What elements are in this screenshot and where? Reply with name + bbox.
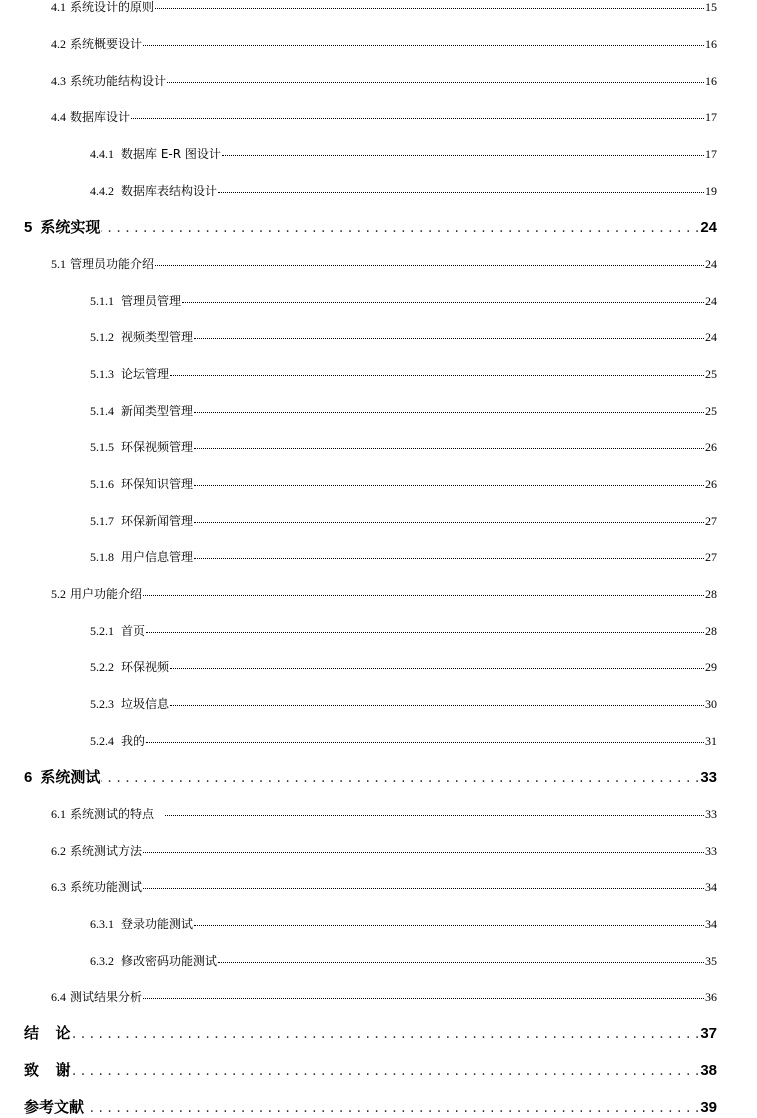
toc-title: 系统测试的特点	[70, 807, 155, 821]
toc-chapter-6[interactable]	[0, 766, 757, 787]
toc-title: 首页	[121, 624, 146, 638]
toc-entry-5-2-2[interactable]	[0, 658, 757, 675]
toc-number: 5.1.7	[90, 514, 114, 528]
toc-page: 25	[705, 367, 717, 381]
toc-title: 修改密码功能测试	[121, 954, 218, 968]
dot-leader	[146, 631, 704, 633]
dot-leader	[155, 264, 704, 266]
toc-entry-6-3-1[interactable]	[0, 915, 757, 932]
toc-page: 24	[705, 294, 717, 308]
dot-leader	[182, 301, 704, 303]
toc-title: 新闻类型管理	[121, 404, 194, 418]
toc-page: 25	[705, 404, 717, 418]
toc-title: 测试结果分析	[70, 990, 143, 1004]
dot-leader	[101, 770, 699, 786]
toc-page: 26	[705, 440, 717, 454]
toc-number: 4.4	[51, 110, 66, 124]
toc-number: 6.2	[51, 844, 66, 858]
dot-leader	[194, 484, 704, 486]
toc-page: 26	[705, 477, 717, 491]
dot-leader	[143, 851, 704, 853]
toc-entry-5-1-7[interactable]	[0, 512, 757, 529]
toc-number: 5.2.2	[90, 660, 114, 674]
toc-page: 39	[700, 1099, 717, 1116]
toc-title: 系统测试方法	[70, 844, 143, 858]
toc-number: 5.2	[51, 587, 66, 601]
toc-page: 24	[700, 219, 717, 236]
dot-leader	[143, 44, 704, 46]
toc-number: 6	[24, 769, 33, 786]
toc-title: 登录功能测试	[121, 917, 194, 931]
toc-entry-4-1[interactable]	[0, 0, 757, 15]
toc-title: 管理员管理	[121, 294, 182, 308]
dot-leader	[101, 220, 699, 236]
toc-page: 38	[700, 1062, 717, 1079]
toc-entry-4-2[interactable]	[0, 35, 757, 52]
toc-title: 用户信息管理	[121, 550, 194, 564]
toc-entry-4-4[interactable]	[0, 108, 757, 125]
dot-leader	[143, 594, 704, 596]
toc-entry-6-3[interactable]	[0, 878, 757, 895]
toc-page: 19	[705, 184, 717, 198]
toc-entry-5-1[interactable]	[0, 255, 757, 272]
dot-leader	[222, 154, 704, 156]
toc-entry-5-1-8[interactable]	[0, 548, 757, 565]
dot-leader	[170, 667, 704, 669]
toc-number: 4.3	[51, 74, 66, 88]
toc-entry-5-2-1[interactable]	[0, 622, 757, 639]
toc-number: 4.4.1	[90, 147, 114, 161]
toc-title: 管理员功能介绍	[70, 257, 155, 271]
toc-entry-5-2-3[interactable]	[0, 695, 757, 712]
toc-page: 37	[700, 1025, 717, 1042]
dot-leader	[194, 337, 704, 339]
toc-number: 6.4	[51, 990, 66, 1004]
dot-leader	[143, 997, 704, 999]
toc-title: 致 谢	[24, 1061, 73, 1079]
toc-entry-6-3-2[interactable]	[0, 952, 757, 969]
toc-number: 5.1.1	[90, 294, 114, 308]
dot-leader	[73, 1026, 699, 1042]
toc-page: 33	[700, 769, 717, 786]
toc-page: 28	[705, 587, 717, 601]
toc-title: 论坛管理	[121, 367, 170, 381]
dot-leader	[73, 1063, 699, 1079]
toc-title: 环保新闻管理	[121, 514, 194, 528]
toc-title: 垃圾信息	[121, 697, 170, 711]
toc-number: 4.2	[51, 37, 66, 51]
toc-chapter-5[interactable]	[0, 216, 757, 237]
toc-title: 用户功能介绍	[70, 587, 143, 601]
dot-leader	[165, 814, 704, 816]
toc-title: 系统实现	[40, 218, 101, 236]
toc-number: 6.3	[51, 880, 66, 894]
toc-entry-5-1-6[interactable]	[0, 475, 757, 492]
toc-entry-5-1-2[interactable]	[0, 328, 757, 345]
toc-title: 我的	[121, 734, 146, 748]
toc-title: 环保知识管理	[121, 477, 194, 491]
toc-page: 15	[705, 0, 717, 14]
toc-number: 5.1.6	[90, 477, 114, 491]
dot-leader	[194, 447, 704, 449]
toc-page: 36	[705, 990, 717, 1004]
toc-number: 6.3.2	[90, 954, 114, 968]
toc-page: 33	[705, 807, 717, 821]
toc-title: 环保视频管理	[121, 440, 194, 454]
toc-page: 31	[705, 734, 717, 748]
dot-leader	[146, 741, 704, 743]
dot-leader	[218, 961, 704, 963]
toc-title: 结 论	[24, 1024, 73, 1042]
toc-title: 系统功能测试	[70, 880, 143, 894]
toc-title: 数据库设计	[70, 110, 131, 124]
toc-number: 6.3.1	[90, 917, 114, 931]
toc-page: 17	[705, 110, 717, 124]
toc-number: 5	[24, 219, 33, 236]
toc-page: 24	[705, 257, 717, 271]
toc-entry-6-1[interactable]	[0, 805, 757, 822]
toc-number: 4.4.2	[90, 184, 114, 198]
dot-leader	[170, 374, 704, 376]
toc-entry-4-4-1[interactable]	[0, 145, 757, 162]
toc-title: 数据库表结构设计	[121, 184, 218, 198]
toc-page: 29	[705, 660, 717, 674]
toc-entry-5-1-3[interactable]	[0, 365, 757, 382]
toc-number: 5.1.2	[90, 330, 114, 344]
toc-entry-5-1-5[interactable]	[0, 438, 757, 455]
toc-title: 系统概要设计	[70, 37, 143, 51]
toc-page: 33	[705, 844, 717, 858]
toc-page: 28	[705, 624, 717, 638]
toc-page: 34	[705, 880, 717, 894]
toc-number: 5.2.1	[90, 624, 114, 638]
dot-leader	[85, 1100, 699, 1116]
toc-page: 34	[705, 917, 717, 931]
toc-number: 5.1.5	[90, 440, 114, 454]
dot-leader	[194, 924, 704, 926]
toc-entry-4-4-2[interactable]	[0, 182, 757, 199]
toc-number: 5.1.8	[90, 550, 114, 564]
toc-number: 6.1	[51, 807, 66, 821]
dot-leader	[170, 704, 704, 706]
toc-number: 5.1	[51, 257, 66, 271]
toc-page: 24	[705, 330, 717, 344]
toc-acknowledgements[interactable]	[0, 1059, 757, 1080]
toc-entry-6-2[interactable]	[0, 842, 757, 859]
dot-leader	[194, 557, 704, 559]
toc-number: 5.1.4	[90, 404, 114, 418]
toc-page: 16	[705, 37, 717, 51]
toc-title: 环保视频	[121, 660, 170, 674]
dot-leader	[131, 117, 704, 119]
toc-title: 系统测试	[40, 768, 101, 786]
dot-leader	[194, 521, 704, 523]
toc-conclusion[interactable]	[0, 1022, 757, 1043]
dot-leader	[155, 7, 704, 9]
toc-title: 系统设计的原则	[70, 0, 155, 14]
dot-leader	[167, 81, 704, 83]
toc-title: 数据库 E-R 图设计	[121, 147, 221, 161]
toc-number: 5.1.3	[90, 367, 114, 381]
dot-leader	[194, 411, 704, 413]
toc-number: 5.2.4	[90, 734, 114, 748]
toc-entry-5-2[interactable]	[0, 585, 757, 602]
toc-page: 27	[705, 550, 717, 564]
dot-leader	[218, 191, 704, 193]
toc-title: 参考文献	[24, 1098, 85, 1116]
toc-entry-6-4[interactable]	[0, 988, 757, 1005]
toc-title: 视频类型管理	[121, 330, 194, 344]
toc-page: 17	[705, 147, 717, 161]
toc-number: 5.2.3	[90, 697, 114, 711]
toc-number: 4.1	[51, 0, 66, 14]
toc-page: 27	[705, 514, 717, 528]
toc-entry-5-1-1[interactable]	[0, 292, 757, 309]
dot-leader	[143, 887, 704, 889]
toc-page: 30	[705, 697, 717, 711]
toc-page: 16	[705, 74, 717, 88]
toc-entry-5-2-4[interactable]	[0, 732, 757, 749]
toc-title: 系统功能结构设计	[70, 74, 167, 88]
toc-references[interactable]	[0, 1096, 757, 1117]
toc-entry-4-3[interactable]	[0, 72, 757, 89]
toc-entry-5-1-4[interactable]	[0, 402, 757, 419]
toc-page: 35	[705, 954, 717, 968]
